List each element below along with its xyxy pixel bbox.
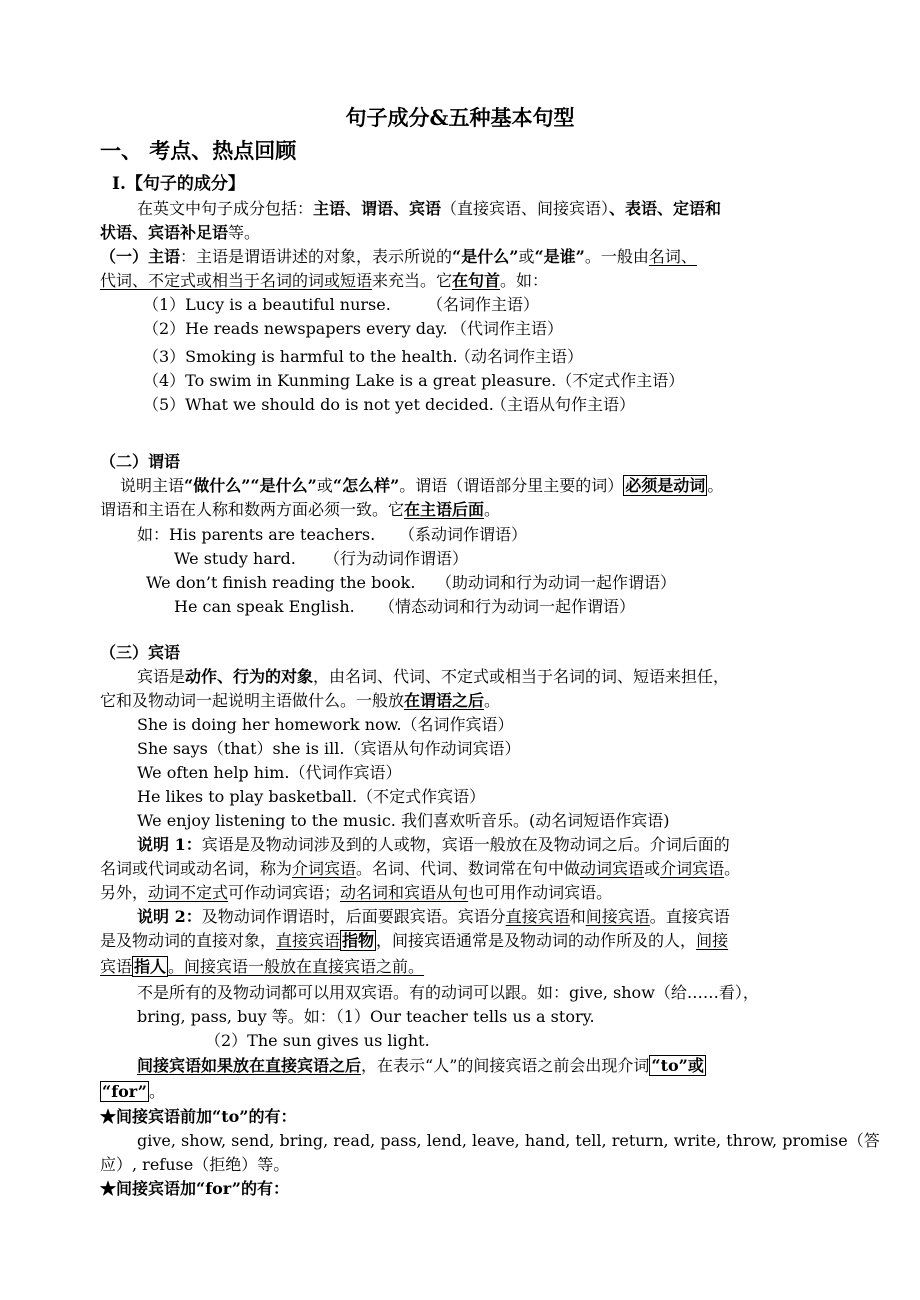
note1-line-2 bbox=[100, 858, 740, 880]
note: （助动词和行为动词一起作谓语） bbox=[436, 573, 677, 592]
paragraph-line: 应）, refuse（拒绝）等。 bbox=[100, 1155, 290, 1174]
example-sentence: She is doing her homework now.（名词作宾语） bbox=[137, 715, 514, 734]
example-sentence: We enjoy listening to the music. 我们喜欢听音乐。(动名词短语作宾语) bbox=[137, 811, 670, 830]
note-label: 说明 2： bbox=[137, 907, 202, 926]
note2-line-1 bbox=[137, 906, 730, 928]
underlined-text: 动名词和宾语从句 bbox=[340, 883, 469, 902]
note: （不定式作主语） bbox=[556, 371, 685, 390]
text: 如：His parents are teachers. bbox=[137, 525, 376, 544]
text: We study hard. bbox=[174, 549, 296, 568]
boxed-text: 必须是动词 bbox=[625, 476, 706, 495]
subject-line-2 bbox=[100, 270, 548, 292]
bold-text: 状语、宾语补足语 bbox=[100, 223, 229, 242]
text: 。 bbox=[724, 859, 741, 878]
text: 等。 bbox=[228, 223, 261, 242]
note2-line-3 bbox=[100, 956, 424, 978]
text: （2）He reads newspapers every day. bbox=[143, 319, 448, 338]
note: （行为动词作谓语） bbox=[324, 549, 469, 568]
section-heading: 一、 考点、热点回顾 bbox=[100, 138, 297, 163]
note: （主语从句作主语） bbox=[491, 395, 636, 414]
text: 或 bbox=[644, 859, 661, 878]
predicate-label bbox=[100, 451, 180, 473]
underlined-text: 间接宾语 bbox=[585, 907, 650, 926]
boxed-text: 指物 bbox=[342, 931, 375, 950]
part-heading: I.【句子的成分】 bbox=[112, 174, 245, 194]
note: （名词作主语） bbox=[427, 295, 540, 314]
predicate-line-2 bbox=[100, 499, 500, 521]
text: 。 bbox=[484, 500, 501, 519]
text: 。 bbox=[484, 691, 501, 710]
text: 。如： bbox=[500, 271, 549, 290]
example-sentence: She says（that）she is ill.（宾语从句作动词宾语） bbox=[137, 739, 521, 758]
example-sentence bbox=[146, 572, 677, 594]
note1-line-3 bbox=[100, 882, 612, 904]
text: ，由名词、代词、不定式或相当于名词的词、短语来担任， bbox=[313, 667, 730, 686]
bold-text: 动作、行为的对象 bbox=[185, 667, 314, 686]
text: 来充当。它 bbox=[372, 271, 453, 290]
example-sentence: He likes to play basketball.（不定式作宾语） bbox=[137, 787, 486, 806]
text: 。 bbox=[707, 476, 724, 495]
text: 。谓语（谓语部分里主要的词） bbox=[399, 476, 624, 495]
example-sentence bbox=[143, 294, 540, 316]
underlined-bold-text: 在句首 bbox=[452, 271, 501, 290]
example-sentence bbox=[143, 370, 684, 392]
underlined-text: 代词、不定式或相当于名词的词或短语 bbox=[100, 271, 373, 290]
underlined-text: 宾语 bbox=[100, 957, 133, 976]
underlined-bold-text: 在谓语之后 bbox=[404, 691, 485, 710]
example-sentence bbox=[143, 346, 584, 368]
underlined-text: 直接宾语 bbox=[276, 931, 341, 950]
text: 在英文中句子成分包括： bbox=[137, 199, 314, 218]
text: He can speak English. bbox=[174, 597, 355, 616]
paragraph-line: bring, pass, buy 等。如：（1）Our teacher tells us a story. bbox=[137, 1007, 595, 1026]
object-label bbox=[100, 642, 180, 664]
text: （1）Lucy is a beautiful nurse. bbox=[143, 295, 391, 314]
text: 它和及物动词一起说明主语做什么。一般放 bbox=[100, 691, 405, 710]
note-label: 说明 1： bbox=[137, 835, 202, 854]
underlined-text: 动词不定式 bbox=[148, 883, 229, 902]
example-sentence bbox=[174, 548, 469, 570]
underlined-bold-text: 间接宾语如果放在直接宾语之后 bbox=[137, 1056, 362, 1075]
star-heading: ★间接宾语加“for”的有： bbox=[100, 1179, 289, 1198]
text: 。直接宾语 bbox=[649, 907, 730, 926]
text: （4）To swim in Kunming Lake is a great pleasure. bbox=[143, 371, 557, 390]
boxed-text: 指人 bbox=[134, 957, 167, 976]
example-sentence bbox=[143, 394, 636, 416]
underlined-text: 名词、 bbox=[648, 247, 697, 266]
text: （3）Smoking is harmful to the health. bbox=[143, 347, 458, 366]
underlined-text: 。间接宾语一般放在直接宾语之前。 bbox=[168, 957, 425, 976]
underlined-bold-text: 在主语后面 bbox=[404, 500, 485, 519]
object-label-text: （三）宾语 bbox=[100, 643, 181, 662]
star-heading: ★间接宾语前加“to”的有： bbox=[100, 1107, 297, 1126]
text: We don’t finish reading the book. bbox=[146, 573, 416, 592]
text: 另外， bbox=[100, 883, 149, 902]
text: ，间接宾语通常是及物动词的动作所及的人， bbox=[376, 931, 697, 950]
predicate-label-text: （二）谓语 bbox=[100, 452, 181, 471]
text: 。名词、代词、数词常在句中做 bbox=[356, 859, 581, 878]
note2-line-2 bbox=[100, 930, 728, 952]
note: （系动词作谓语） bbox=[399, 525, 528, 544]
bold-text: “怎么样” bbox=[332, 476, 400, 495]
underlined-text: 介词宾语 bbox=[292, 859, 357, 878]
paragraph-line: give, show, send, bring, read, pass, lend, leave, hand, tell, return, write, throw, promise（答 bbox=[137, 1131, 880, 1150]
underlined-text: 直接宾语 bbox=[505, 907, 570, 926]
note1-line-1 bbox=[137, 834, 730, 856]
underlined-text: 介词宾语 bbox=[660, 859, 725, 878]
text: ，在表示“人”的间接宾语之前会出现介词 bbox=[361, 1056, 650, 1075]
paragraph-line bbox=[137, 1055, 706, 1077]
example-sentence: We often help him.（代词作宾语） bbox=[137, 763, 402, 782]
boxed-text: “to”或 bbox=[651, 1056, 704, 1075]
example-sentence bbox=[174, 596, 636, 618]
example-sentence bbox=[143, 318, 564, 340]
predicate-line-1 bbox=[120, 475, 723, 497]
subject-label: （一）主语 bbox=[100, 247, 181, 266]
subject-line-1 bbox=[100, 246, 697, 268]
paragraph-line: 不是所有的及物动词都可以用双宾语。有的动词可以跟。如：give, show（给……看）， bbox=[137, 983, 759, 1002]
text: （直接宾语、间接宾语） bbox=[441, 199, 610, 218]
boxed-text: “for” bbox=[102, 1082, 147, 1101]
text: 。一般由 bbox=[584, 247, 649, 266]
text: 是及物动词的直接对象， bbox=[100, 931, 277, 950]
intro-line-2 bbox=[100, 222, 260, 244]
text: 和 bbox=[569, 907, 586, 926]
note: （代词作主语） bbox=[451, 319, 564, 338]
paragraph-line bbox=[100, 1081, 165, 1103]
bold-text: 、表语、定语和 bbox=[609, 199, 722, 218]
intro-line-1 bbox=[137, 198, 721, 220]
text: （5）What we should do is not yet decided. bbox=[143, 395, 494, 414]
underlined-text: 动词宾语 bbox=[580, 859, 645, 878]
object-line-2 bbox=[100, 690, 500, 712]
note: （动名词作主语） bbox=[455, 347, 584, 366]
text: 及物动词作谓语时，后面要跟宾语。宾语分 bbox=[201, 907, 506, 926]
text: 也可用作动词宾语。 bbox=[468, 883, 613, 902]
bold-text: “是什么” bbox=[452, 247, 519, 266]
underlined-text: 间接 bbox=[696, 931, 729, 950]
text: 可作动词宾语； bbox=[228, 883, 341, 902]
page-title: 句子成分&五种基本句型 bbox=[345, 105, 575, 130]
example-sentence bbox=[137, 524, 528, 546]
text: 宾语是及物动词涉及到的人或物，宾语一般放在及物动词之后。介词后面的 bbox=[201, 835, 730, 854]
bold-text: “做什么”“是什么” bbox=[184, 476, 317, 495]
bold-text: 主语、谓语、宾语 bbox=[313, 199, 442, 218]
text: 名词或代词或动名词，称为 bbox=[100, 859, 293, 878]
note: （情态动词和行为动词一起作谓语） bbox=[379, 597, 636, 616]
text: 谓语和主语在人称和数两方面必须一致。它 bbox=[100, 500, 405, 519]
object-line-1 bbox=[137, 666, 729, 688]
text: 宾语是 bbox=[137, 667, 186, 686]
text: 或 bbox=[316, 476, 333, 495]
bold-text: “是谁” bbox=[534, 247, 585, 266]
text: 。 bbox=[148, 1082, 165, 1101]
text: 或 bbox=[518, 247, 535, 266]
text: ：主语是谓语讲述的对象，表示所说的 bbox=[180, 247, 453, 266]
paragraph-line: （2）The sun gives us light. bbox=[205, 1031, 430, 1050]
text: 说明主语 bbox=[120, 476, 185, 495]
